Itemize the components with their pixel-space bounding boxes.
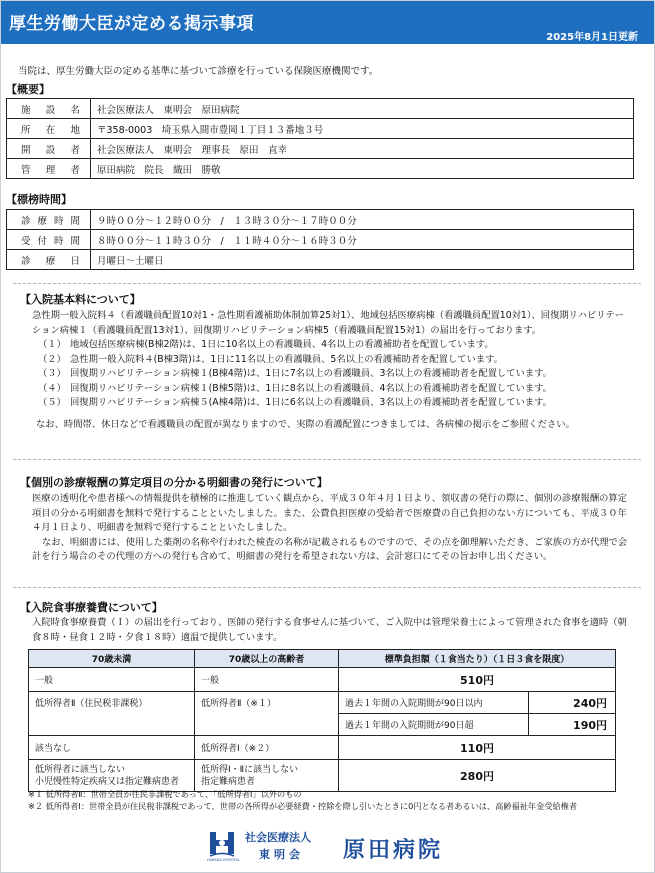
logo-sub-text: HARADA HOSPITAL (207, 858, 240, 862)
meal-title: 【入院食事療養費について】 (20, 601, 163, 614)
admission-section (6, 291, 643, 432)
receipt-section (6, 474, 643, 565)
section-divider (13, 459, 641, 460)
table-row (29, 736, 616, 760)
table-cell: 過去１年間の入院期間が90日以内 (339, 692, 529, 714)
cell-line: 低所得者に該当しない (35, 764, 126, 775)
admission-paragraph: 急性期一般入院料４（看護職員配置10対1・急性期看護補助体制加算25対1）、地域包括医療病棟（看護職員配置10対1）、回復期リハビリテーション病棟１（看護職員配置13対1）、回復期リハビリテーション病棟5（看護職員配置15対1）の届出を行っております。 (32, 310, 624, 336)
list-text: 急性期一般入院料４(B棟3階)は、1日に11名以上の看護職員、5名以上の看護補助者を配置しています。 (70, 353, 503, 365)
table-cell: 一般 (195, 668, 339, 692)
admission-title: 【入院基本料について】 (20, 293, 141, 306)
logo-hospital-name: 原田病院 (343, 838, 444, 863)
table-row (7, 159, 634, 179)
section-divider (13, 283, 641, 284)
overview-value: 社会医療法人 東明会 原田病院 (91, 99, 634, 119)
cell-line: 指定難病患者 (201, 776, 256, 787)
receipt-paragraph-2: なお、明細書には、使用した薬剤の名称や行われた検査の名称が記載されるものですので、その点を御理解いただき、ご家族の方が代理で会計を行う場合のその代理の方への発行も含めて、明細書の発行を希望されない方は、会計窓口にてその旨お申し出ください。 (32, 536, 628, 562)
overview-table (6, 98, 634, 179)
overview-value: 〒358-0003 埼玉県入間市豊岡１丁目１３番地３号 (91, 119, 634, 139)
price-cell: 280円 (339, 760, 616, 792)
table-row (7, 139, 634, 159)
list-item (38, 338, 643, 353)
table-row (7, 250, 634, 270)
cell-line: 低所得Ⅰ・Ⅱに該当しない (201, 764, 299, 775)
list-item (38, 396, 643, 411)
column-header: 70歳以上の高齢者 (195, 650, 339, 668)
column-header: 標準負担額（１食当たり）（１日３食を限度） (339, 650, 616, 668)
logo-corp-line1: 社会医療法人 (245, 831, 311, 844)
table-cell (29, 760, 195, 792)
meal-table (28, 649, 616, 792)
cell-line: 小児慢性特定疾病又は指定難病患者 (35, 776, 180, 787)
hospital-logo (207, 829, 467, 865)
list-item (38, 382, 643, 397)
table-cell: 低所得者Ⅱ（※１） (195, 692, 339, 736)
table-row (29, 668, 616, 692)
hours-table (6, 209, 634, 270)
hours-key: 診療日 (7, 250, 91, 270)
page-title: 厚生労働大臣が定める掲示事項 (9, 14, 254, 34)
table-row (7, 210, 634, 230)
receipt-paragraph-1: 医療の透明化や患者様への情報提供を積極的に推進していく観点から、平成３０年４月１日より、領収書の発行の際に、個別の診療報酬の算定項目の分かる明細書を無料で発行することといたしました。また、公費負担医療の受給者で医療費の自己負担のない方についても、平成３０年４月１日より、明細書を無料で発行することといたしました。 (32, 493, 628, 533)
list-text: 地域包括医療病棟(B棟2階)は、1日に10名以上の看護職員、4名以上の看護補助者を配置しています。 (70, 339, 494, 350)
table-header-row (29, 650, 616, 668)
table-cell (195, 760, 339, 792)
list-text: 回復期リハビリテーション病棟１(B棟4階)は、1日に7名以上の看護職員、3名以上の看護補助者を配置しています。 (70, 368, 552, 379)
admission-note: なお、時間帯、休日などで看護職員の配置が異なりますので、実際の看護配置につきましては、各病棟の掲示をご参照ください。 (36, 418, 575, 430)
overview-label: 【概要】 (6, 83, 50, 96)
table-row (7, 119, 634, 139)
table-row (29, 692, 616, 714)
logo-corp-line2: 東明会 (259, 848, 304, 861)
overview-value: 原田病院 院長 織田 勝敬 (91, 159, 634, 179)
footnote-1: ※１ 低所得者Ⅱ：世帯全員が住民非課税であって、「低所得者Ⅰ」以外のもの (28, 789, 302, 799)
hours-key: 受付時間 (7, 230, 91, 250)
admission-list (38, 338, 643, 411)
overview-key: 所在地 (7, 119, 91, 139)
section-divider (13, 587, 641, 588)
overview-key: 施設名 (7, 99, 91, 119)
footnote-2: ※２ 低所得者Ⅰ：世帯全員が住民税非課税であって、世帯の各所得が必要経費・控除を際し引いたときに0円となる者あるいは、高齢福祉年金受給権者 (28, 801, 578, 811)
table-cell: 該当なし (29, 736, 195, 760)
list-text: 回復期リハビリテーション病棟１(B棟5階)は、1日に8名以上の看護職員、4名以上の看護補助者を配置しています。 (70, 382, 552, 394)
header-bar (1, 1, 654, 44)
intro-text: 当院は、厚生労働大臣の定める基準に基づいて診療を行っている保険医療機関です。 (18, 66, 379, 77)
hours-value: ９時００分～１２時００分 / １３時３０分～１７時００分 (91, 210, 634, 230)
meal-paragraph: 入院時食事療養費（Ｉ）の届出を行っており、医師の発行する食事せんに基づいて、ご入院中は管理栄養士によって管理された食事を適時（朝食８時・昼食１２時・夕食１８時）適温で提供しています。 (32, 617, 627, 643)
price-cell: 110円 (339, 736, 616, 760)
overview-key: 管理者 (7, 159, 91, 179)
hours-value: 月曜日～土曜日 (91, 250, 634, 270)
column-header: 70歳未満 (29, 650, 195, 668)
overview-value: 社会医療法人 東明会 理事長 原田 直幸 (91, 139, 634, 159)
hours-key: 診療時間 (7, 210, 91, 230)
price-cell: 240円 (529, 692, 616, 714)
list-number: （４） (38, 382, 66, 394)
list-number: （１） (38, 339, 66, 350)
table-cell: 低所得者Ⅰ（※２） (195, 736, 339, 760)
table-row (7, 230, 634, 250)
hours-label: 【標榜時間】 (6, 193, 72, 206)
receipt-title: 【個別の診療報酬の算定項目の分かる明細書の発行について】 (20, 476, 328, 489)
list-number: （２） (38, 353, 66, 365)
table-row (29, 760, 616, 792)
price-cell: 510円 (339, 668, 616, 692)
table-cell: 低所得者Ⅱ（住民税非課税） (29, 692, 195, 736)
list-item (38, 367, 643, 382)
list-number: （３） (38, 368, 66, 379)
price-cell: 190円 (529, 714, 616, 736)
update-date: 2025年8月1日更新 (546, 32, 638, 43)
meal-section (6, 599, 643, 645)
table-cell: 過去１年間の入院期間が90日超 (339, 714, 529, 736)
list-text: 回復期リハビリテーション病棟５(A棟4階)は、1日に6名以上の看護職員、3名以上の看護補助者を配置しています。 (70, 397, 552, 408)
list-number: （５） (38, 397, 66, 408)
table-cell: 一般 (29, 668, 195, 692)
list-item (38, 353, 643, 368)
overview-key: 開設者 (7, 139, 91, 159)
table-row (7, 99, 634, 119)
hours-value: ８時００分～１１時３０分 / １１時４０分～１６時３０分 (91, 230, 634, 250)
